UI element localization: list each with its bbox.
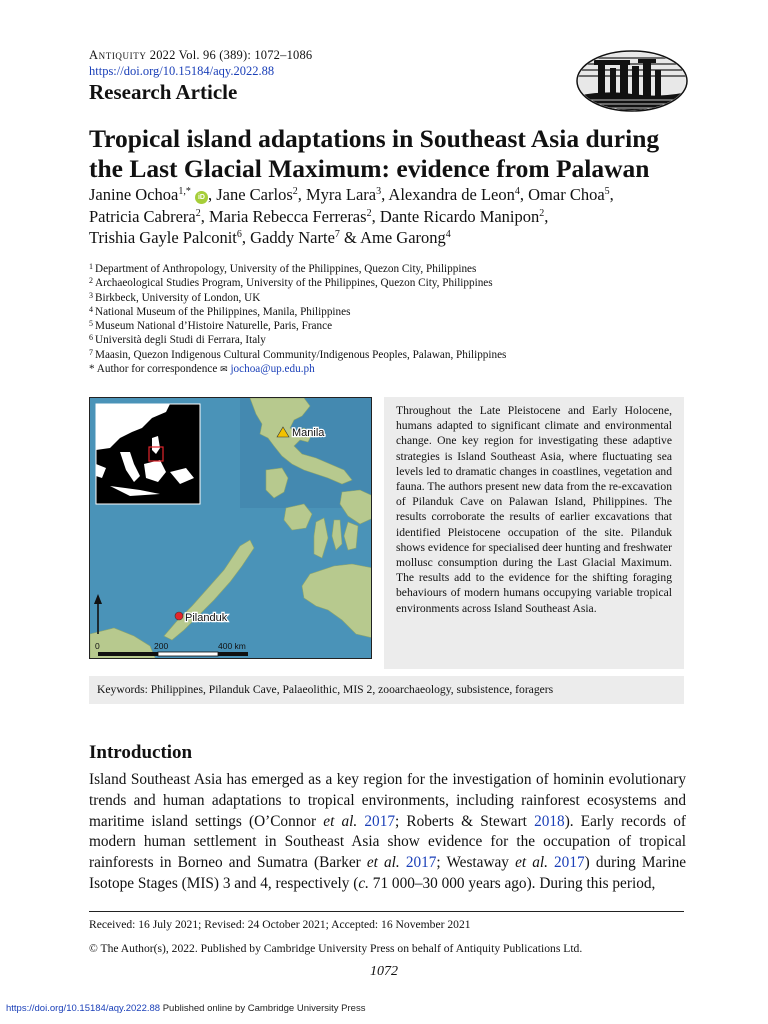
body-text-span: ) during Marine Isotope Stages (MIS) 3 and 4, respectively ( xyxy=(89,854,687,892)
author-affiliation-sup: 6 xyxy=(236,229,242,240)
affiliation-text: Archaeological Studies Program, University of the Philippines, Quezon City, Philippines xyxy=(95,277,493,290)
orcid-icon[interactable]: iD xyxy=(195,191,208,204)
abstract: Throughout the Late Pleistocene and Early Holocene, humans adapted to significant climate and environmental change. One key region for investigating these adaptive strategies is Island Southeast Asia, where fluctuating sea levels led to dramatic changes in coastlines, vegetation and fauna. The authors present new data from the re-excavation of Pilanduk Cave on Palawan Island, Philippines. The results corroborate the results of earlier excavations that identified Pleistocene occupation of the site. Pilanduk shows evidence for specialised deer hunting and freshwater mollusc consumption during the Last Glacial Maximum. The results add to the evidence for the shifting foraging behaviours of modern humans occupying variable tropical environments across Island Southeast Asia. xyxy=(384,397,684,669)
scale-label-0: 0 xyxy=(95,641,100,651)
page-number: 1072 xyxy=(370,964,398,979)
scale-label-200: 200 xyxy=(154,641,169,651)
affiliation-number: 7 xyxy=(89,347,93,357)
body-text-italic: et al. xyxy=(515,854,548,872)
author-line-1 xyxy=(89,184,689,206)
author-name: , Alexandra de Leon xyxy=(381,185,515,204)
introduction-paragraph xyxy=(89,770,686,895)
author-name: , Gaddy Narte xyxy=(241,228,335,247)
section-heading-introduction: Introduction xyxy=(89,742,193,763)
affiliation-number: 4 xyxy=(89,304,93,314)
citation-link[interactable]: 2017 xyxy=(364,812,395,830)
received-dates: Received: 16 July 2021; Revised: 24 October 2021; Accepted: 16 November 2021 xyxy=(89,918,471,931)
article-title: Tropical island adaptations in Southeast Asia during the Last Glacial Maximum: evidence from Palawan xyxy=(89,124,660,183)
affiliation-item xyxy=(89,262,689,276)
correspondence xyxy=(89,362,689,377)
journal-logo xyxy=(576,50,688,112)
footnote-divider xyxy=(89,911,684,912)
affiliation-item xyxy=(89,276,689,290)
author-name: Trishia Gayle Palconit xyxy=(89,228,237,247)
author-affiliation-sup: 2 xyxy=(292,186,298,197)
author-name: Janine Ochoa xyxy=(89,185,179,204)
author-affiliation-sup: 2 xyxy=(539,207,545,219)
article-type: Research Article xyxy=(89,80,238,104)
affiliation-item xyxy=(89,305,689,319)
author-list xyxy=(89,184,689,249)
affiliation-item xyxy=(89,319,689,333)
author-name: , Omar Choa xyxy=(519,185,605,204)
affiliation-number: 3 xyxy=(89,290,93,300)
author-affiliation-sup: 5 xyxy=(604,186,610,197)
body-text-italic: c. xyxy=(358,874,369,892)
author-affiliation-sup: 4 xyxy=(445,229,451,240)
journal-name: Antiquity xyxy=(89,48,147,62)
email-link[interactable]: jochoa@up.edu.ph xyxy=(230,363,315,376)
author-name: Patricia Cabrera xyxy=(89,206,196,226)
author-affiliation-sup: 2 xyxy=(195,207,201,219)
body-text-span: Island Southeast Asia has emerged as a key region for the investigation of hominin evolutionary trends and human adaptations to tropical environments, including rainforest ecosystems and maritime island settings (O’Connor xyxy=(89,771,686,830)
author-separator: , xyxy=(544,206,549,226)
footer-doi-link[interactable]: https://doi.org/10.15184/aqy.2022.88 xyxy=(6,1003,161,1014)
affiliation-item xyxy=(89,333,689,347)
affiliation-number: 6 xyxy=(89,333,93,343)
scale-label-400: 400 km xyxy=(218,641,246,651)
journal-citation xyxy=(89,48,312,63)
pilanduk-marker-icon xyxy=(175,612,183,620)
affiliation-text: Museum National d’Histoire Naturelle, Paris, France xyxy=(95,320,333,333)
copyright-notice: © The Author(s), 2022. Published by Cambridge University Press on behalf of Antiquity Publications Ltd. xyxy=(89,942,583,955)
journal-volume: 2022 Vol. 96 (389): 1072–1086 xyxy=(146,48,313,62)
affiliation-item xyxy=(89,348,689,362)
affiliation-text: National Museum of the Philippines, Manila, Philippines xyxy=(95,305,351,318)
citation-link[interactable]: 2018 xyxy=(534,812,565,830)
body-text-span: ; Westaway xyxy=(436,854,516,872)
footer-text: Published online by Cambridge University Press xyxy=(160,1003,366,1014)
author-name: , Jane Carlos xyxy=(207,185,293,204)
affiliation-number: 2 xyxy=(89,276,93,286)
affiliation-text: Department of Anthropology, University of the Philippines, Quezon City, Philippines xyxy=(95,263,477,275)
map-label-pilanduk: Pilanduk xyxy=(185,612,228,624)
author-line-3 xyxy=(89,227,689,249)
citation-link[interactable]: 2017 xyxy=(554,854,585,872)
body-text-span: 71 000–30 000 years ago). During this period, xyxy=(368,874,656,892)
mail-icon: ✉ xyxy=(220,365,228,376)
affiliation-list xyxy=(89,262,689,377)
author-line-2 xyxy=(89,206,689,228)
scale-bar xyxy=(98,652,248,656)
doi-link[interactable]: https://doi.org/10.15184/aqy.2022.88 xyxy=(89,64,275,78)
author-name: , Maria Rebecca Ferreras xyxy=(200,206,367,226)
author-affiliation-sup: 4 xyxy=(514,186,520,197)
body-text-italic: et al. xyxy=(323,812,358,830)
citation-link[interactable]: 2017 xyxy=(405,854,437,872)
body-text-span: ; Roberts & Stewart xyxy=(394,812,535,830)
map-label-manila: Manila xyxy=(292,427,325,439)
page-footer xyxy=(6,1003,365,1014)
author-affiliation-sup: 7 xyxy=(334,229,340,240)
keywords: Keywords: Philippines, Pilanduk Cave, Palaeolithic, MIS 2, zooarchaeology, subsistence, foragers xyxy=(89,676,684,704)
author-affiliation-sup: 1,* xyxy=(178,186,191,197)
affiliation-text: Università degli Studi di Ferrara, Italy xyxy=(95,334,266,347)
affiliation-number: 1 xyxy=(89,262,93,271)
author-affiliation-sup: 3 xyxy=(376,186,382,197)
author-name: , Myra Lara xyxy=(297,185,377,204)
correspondence-label: * Author for correspondence xyxy=(89,363,218,376)
location-map xyxy=(89,397,372,659)
map-svg xyxy=(90,398,372,659)
author-affiliation-sup: 2 xyxy=(366,207,372,219)
affiliation-number: 5 xyxy=(89,319,93,329)
author-separator: , xyxy=(609,185,614,204)
inset-map xyxy=(96,404,200,504)
author-name: & Ame Garong xyxy=(339,228,446,247)
author-name: , Dante Ricardo Manipon xyxy=(371,206,540,226)
affiliation-item xyxy=(89,291,689,305)
body-text-span: ). Early records of modern human settlement in Southeast Asia show evidence for the occupation of tropical rainforests in Borneo and Sumatra (Barker xyxy=(89,812,686,872)
affiliation-text: Maasin, Quezon Indigenous Cultural Community/Indigenous Peoples, Palawan, Philippines xyxy=(95,348,507,361)
affiliation-text: Birkbeck, University of London, UK xyxy=(95,291,261,304)
body-text-italic: et al. xyxy=(366,854,400,872)
